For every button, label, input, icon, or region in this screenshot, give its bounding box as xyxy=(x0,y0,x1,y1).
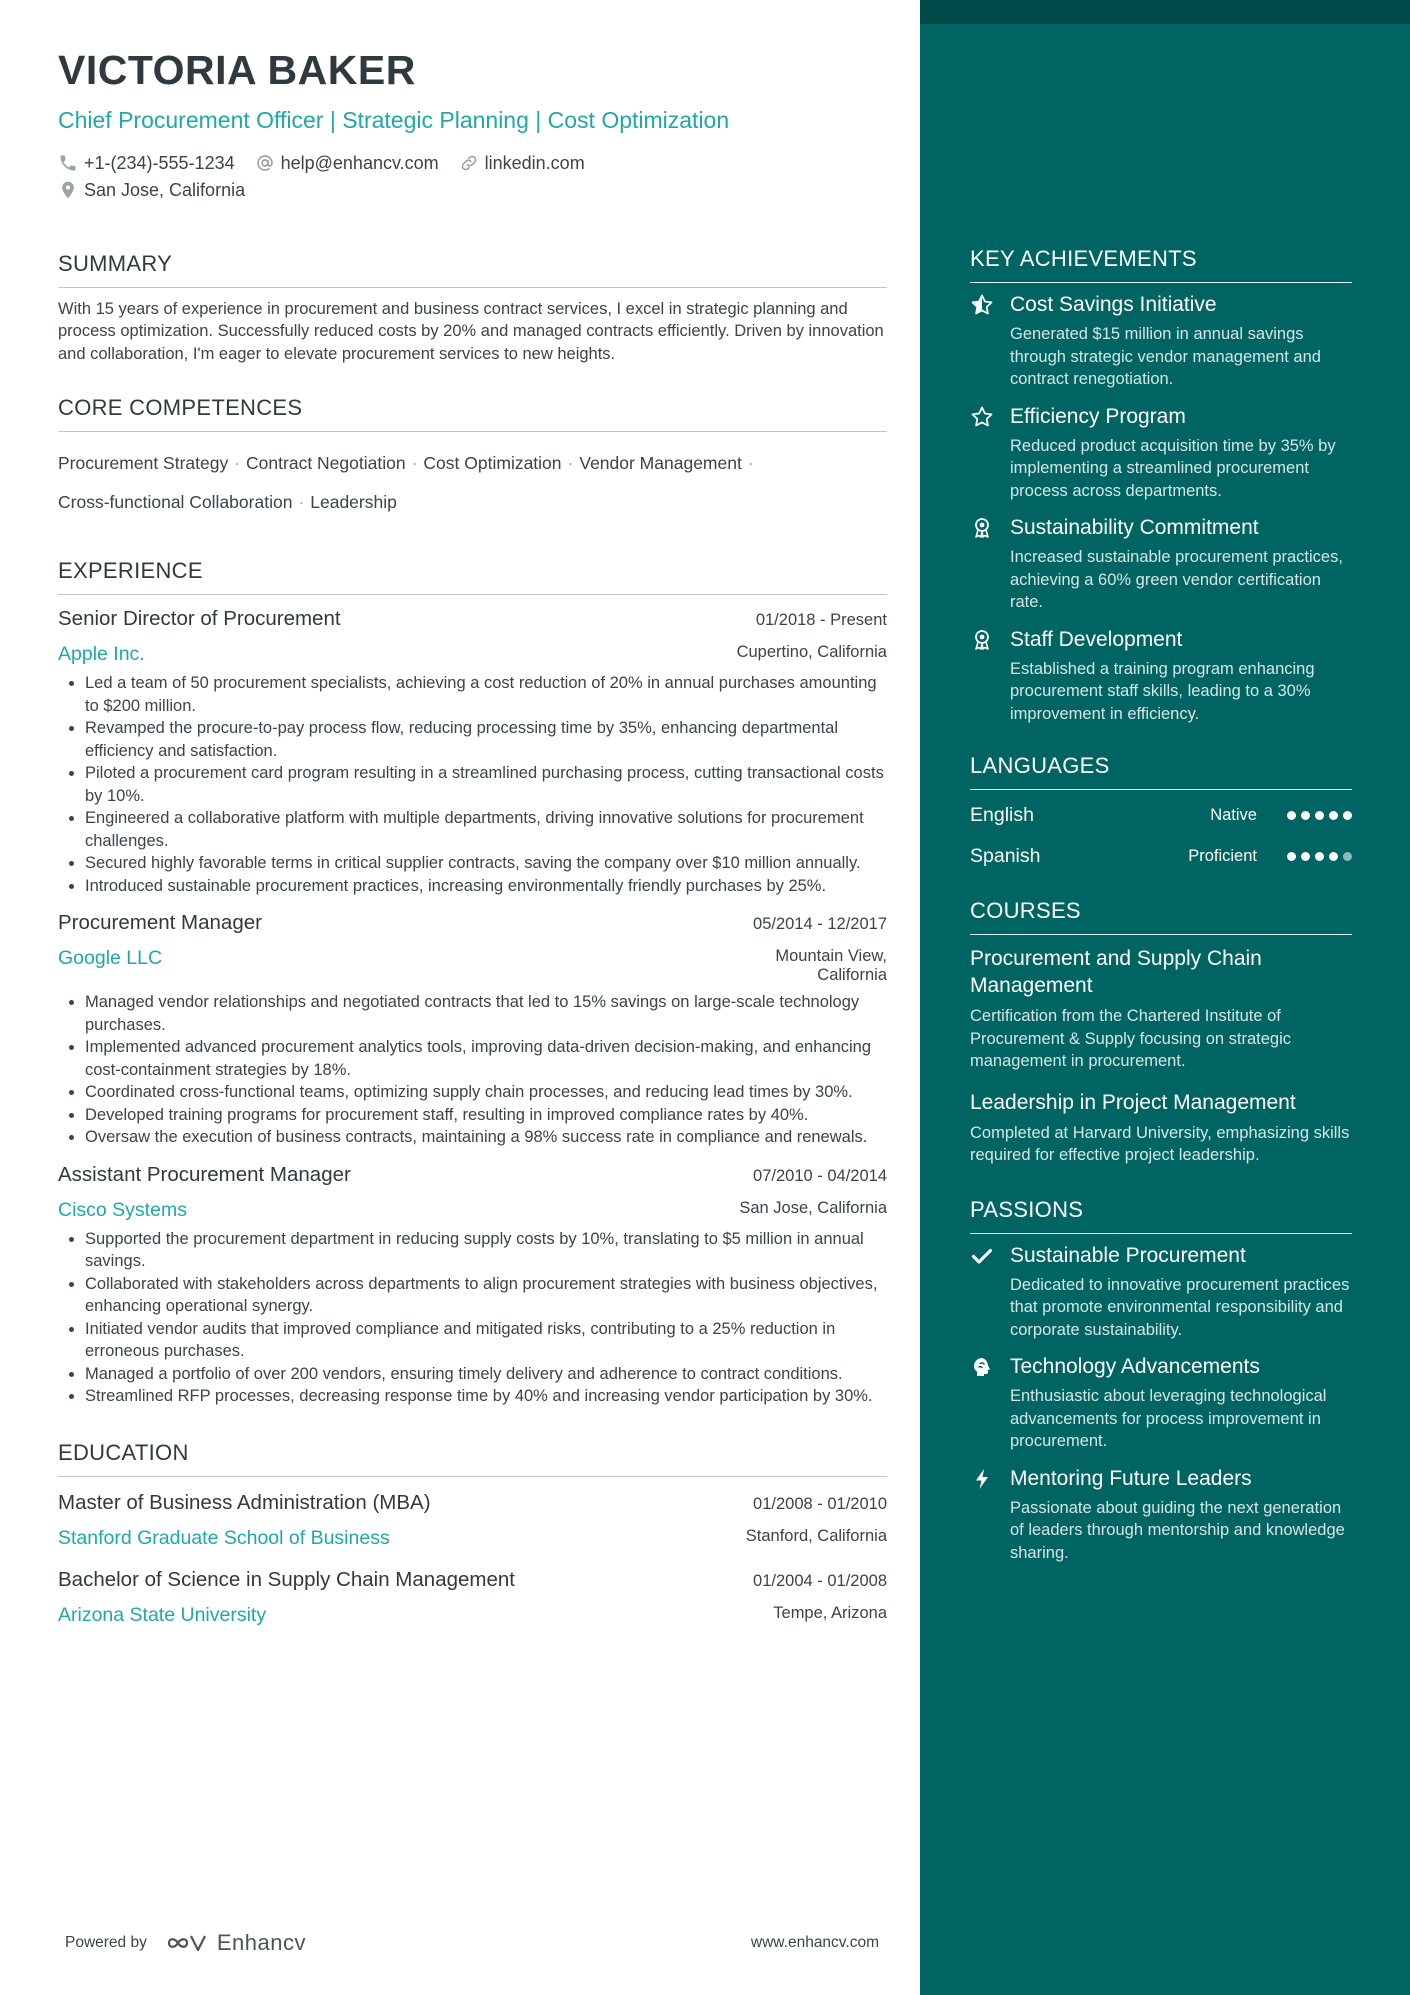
education-entry xyxy=(58,1491,887,1550)
rating-dot-filled xyxy=(1287,811,1296,820)
school: Arizona State University xyxy=(58,1603,267,1626)
job-bullet: • Introduced sustainable procurement practices, increasing environmentally friendly purchases by 25%. xyxy=(85,875,887,898)
passion-title: Technology Advancements xyxy=(1010,1355,1260,1378)
star-outline-icon xyxy=(970,405,994,429)
job-bullet: • Piloted a procurement card program resulting in a streamlined purchasing process, cutting transactional costs by 10%. xyxy=(85,762,887,807)
job-bullet: • Managed vendor relationships and negotiated contracts that led to 15% savings on large-scale technology purchases. xyxy=(85,991,887,1036)
course-item xyxy=(970,945,1352,1073)
headline: Chief Procurement Officer | Strategic Planning | Cost Optimization xyxy=(58,107,730,134)
summary-title: SUMMARY xyxy=(58,251,887,288)
enhancv-logo-icon xyxy=(165,1931,211,1955)
rating-dot-filled xyxy=(1301,852,1310,861)
education-date: 01/2004 - 01/2008 xyxy=(753,1571,887,1590)
degree: Master of Business Administration (MBA) xyxy=(58,1490,431,1514)
education-date: 01/2008 - 01/2010 xyxy=(753,1494,887,1513)
job-date: 07/2010 - 04/2014 xyxy=(753,1166,887,1185)
passion-item xyxy=(970,1355,1352,1453)
job-bullets xyxy=(58,1228,887,1408)
location-contact xyxy=(58,180,245,201)
job-bullets xyxy=(58,672,887,897)
job-title: Assistant Procurement Manager xyxy=(58,1162,351,1186)
email-text: help@enhancv.com xyxy=(280,152,439,173)
passion-desc: Enthusiastic about leveraging technological advancements for process improvement in procurement. xyxy=(1010,1387,1327,1450)
brain-icon xyxy=(970,1355,994,1379)
job-bullet: • Oversaw the execution of business contracts, maintaining a 98% success rate in compliance and renewals. xyxy=(85,1126,887,1149)
passion-title: Mentoring Future Leaders xyxy=(1010,1466,1252,1490)
job-location: San Jose, California xyxy=(739,1198,887,1217)
competence-item: Cross-functional Collaboration xyxy=(58,492,293,513)
sidebar xyxy=(920,0,1410,1995)
summary-section xyxy=(58,251,887,366)
summary-text: With 15 years of experience in procurement and business contract services, I excel in strategic planning and process optimization. Successfully reduced costs by 20% and managed contracts efficiently. Driven by innovation and collaboration, I'm eager to elevate procurement services to new heights. xyxy=(58,299,884,363)
contact-info xyxy=(58,153,887,201)
education-location: Tempe, Arizona xyxy=(773,1603,887,1622)
phone-contact[interactable] xyxy=(58,153,235,174)
achievement-item xyxy=(970,628,1352,726)
passions-title: PASSIONS xyxy=(970,1197,1352,1234)
rating-dot-filled xyxy=(1315,811,1324,820)
job-date: 05/2014 - 12/2017 xyxy=(753,915,887,934)
award-icon xyxy=(970,628,994,652)
achievement-title: Efficiency Program xyxy=(1010,404,1186,428)
degree: Bachelor of Science in Supply Chain Management xyxy=(58,1567,515,1591)
job-location: Mountain View, California xyxy=(775,947,887,985)
course-desc: Completed at Harvard University, emphasizing skills required for effective project leadership. xyxy=(970,1123,1350,1164)
job-company: Cisco Systems xyxy=(58,1198,187,1221)
enhancv-logo[interactable] xyxy=(165,1930,306,1956)
job-bullet: • Coordinated cross-functional teams, optimizing supply chain processes, and reducing lead times by 30%. xyxy=(85,1081,887,1104)
school: Stanford Graduate School of Business xyxy=(58,1526,390,1549)
email-contact[interactable] xyxy=(255,153,439,174)
star-half-icon xyxy=(970,293,994,317)
competence-item: Leadership xyxy=(310,492,397,513)
rating-dot-filled xyxy=(1287,852,1296,861)
course-desc: Certification from the Chartered Institute of Procurement & Supply focusing on strategic management in procurement. xyxy=(970,1007,1292,1070)
job-bullet: • Collaborated with stakeholders across departments to align procurement strategies with business objectives, enhancing operational synergy. xyxy=(85,1273,887,1318)
sidebar-top-bar xyxy=(920,0,1410,24)
passions-section xyxy=(970,1197,1352,1565)
passion-desc: Dedicated to innovative procurement practices that promote environmental responsibility and corporate sustainability. xyxy=(1010,1275,1350,1339)
job-entry xyxy=(58,911,887,1149)
job-title: Senior Director of Procurement xyxy=(58,607,341,631)
job-bullet: • Secured highly favorable terms in critical supplier contracts, saving the company over $10 million annually. xyxy=(85,852,887,875)
job-bullets xyxy=(58,991,887,1149)
language-level: Proficient xyxy=(1188,847,1257,865)
candidate-name: VICTORIA BAKER xyxy=(58,47,416,93)
achievement-desc: Established a training program enhancing procurement staff skills, leading to a 30% improvement in efficiency. xyxy=(1010,659,1315,723)
competences-section xyxy=(58,395,887,522)
competence-item: Contract Negotiation xyxy=(246,453,406,474)
enhancv-brand-text: Enhancv xyxy=(216,1930,306,1955)
job-bullet: • Led a team of 50 procurement specialists, achieving a cost reduction of 20% in annual purchases amounting to $200 million. xyxy=(85,672,887,717)
passion-item xyxy=(970,1467,1352,1565)
experience-title: EXPERIENCE xyxy=(58,558,887,595)
language-rating xyxy=(1287,811,1352,820)
education-entry xyxy=(58,1568,887,1627)
job-company: Google LLC xyxy=(58,947,163,970)
rating-dot-filled xyxy=(1329,811,1338,820)
competence-item: Vendor Management xyxy=(579,453,742,474)
job-bullet: • Streamlined RFP processes, decreasing response time by 40% and increasing vendor participation by 30%. xyxy=(85,1385,887,1408)
linkedin-contact[interactable] xyxy=(459,153,585,174)
job-entry xyxy=(58,1163,887,1408)
achievement-item xyxy=(970,516,1352,614)
language-item xyxy=(970,845,1352,868)
achievements-title: KEY ACHIEVEMENTS xyxy=(970,246,1352,283)
competence-item: Cost Optimization xyxy=(423,453,562,474)
job-bullet: • Initiated vendor audits that improved compliance and mitigated risks, contributing to a 25% reduction in erroneous purchases. xyxy=(85,1318,887,1363)
achievements-section xyxy=(970,246,1352,725)
link-icon xyxy=(459,153,479,173)
location-text: San Jose, California xyxy=(84,179,246,200)
job-bullet: • Revamped the procure-to-pay process flow, reducing processing time by 35%, enhancing departmental efficiency and satisfaction. xyxy=(85,717,887,762)
footer xyxy=(65,1930,879,1956)
competences-list: Procurement Strategy · Contract Negotiation · Cost Optimization · Vendor Management · Cross-functional Collaboration · Leadership xyxy=(58,453,754,513)
languages-section xyxy=(970,753,1352,868)
language-name: Spanish xyxy=(970,845,1041,867)
main-column xyxy=(58,48,887,1627)
lightning-icon xyxy=(970,1467,994,1491)
job-date: 01/2018 - Present xyxy=(755,611,887,630)
at-icon xyxy=(255,153,275,173)
job-bullet: • Supported the procurement department in reducing supply costs by 10%, translating to $5 million in annual savings. xyxy=(85,1228,887,1273)
rating-dot-empty xyxy=(1343,852,1352,861)
competence-item: Procurement Strategy xyxy=(58,453,229,474)
passion-title: Sustainable Procurement xyxy=(1010,1243,1246,1267)
linkedin-text: linkedin.com xyxy=(484,152,585,173)
sidebar-content xyxy=(970,246,1352,1564)
rating-dot-filled xyxy=(1301,811,1310,820)
job-title: Procurement Manager xyxy=(58,911,262,935)
location-pin-icon xyxy=(58,180,78,200)
powered-by xyxy=(65,1930,306,1956)
achievement-desc: Reduced product acquisition time by 35% by implementing a streamlined procurement process across departments. xyxy=(1010,436,1336,500)
job-bullet: • Developed training programs for procurement staff, resulting in improved compliance rates by 40%. xyxy=(85,1104,887,1127)
phone-text: +1-(234)-555-1234 xyxy=(84,152,235,173)
education-location: Stanford, California xyxy=(745,1526,887,1545)
achievement-title: Staff Development xyxy=(1010,627,1183,651)
job-bullet: • Managed a portfolio of over 200 vendors, ensuring timely delivery and adherence to contract conditions. xyxy=(85,1363,887,1386)
courses-section xyxy=(970,898,1352,1167)
achievement-item xyxy=(970,293,1352,391)
achievement-item xyxy=(970,405,1352,503)
rating-dot-filled xyxy=(1315,852,1324,861)
checkmark-icon xyxy=(970,1244,994,1268)
job-entry xyxy=(58,607,887,897)
languages-title: LANGUAGES xyxy=(970,753,1352,790)
education-title: EDUCATION xyxy=(58,1440,887,1477)
achievement-desc: Generated $15 million in annual savings through strategic vendor management and contract renegotiation. xyxy=(1010,325,1321,388)
rating-dot-filled xyxy=(1343,811,1352,820)
course-title: Leadership in Project Management xyxy=(970,1090,1296,1114)
passion-item xyxy=(970,1244,1352,1342)
achievement-title: Cost Savings Initiative xyxy=(1010,293,1217,316)
language-item xyxy=(970,804,1352,827)
rating-dot-filled xyxy=(1329,852,1338,861)
job-company: Apple Inc. xyxy=(58,643,145,666)
competences-title: CORE COMPETENCES xyxy=(58,395,887,432)
language-level: Native xyxy=(1210,806,1257,824)
language-name: English xyxy=(970,804,1034,826)
course-item xyxy=(970,1089,1352,1167)
achievement-desc: Increased sustainable procurement practices, achieving a 60% green vendor certification rate. xyxy=(1010,548,1343,611)
course-title: Procurement and Supply Chain Management xyxy=(970,947,1262,997)
education-section xyxy=(58,1440,887,1627)
phone-icon xyxy=(58,153,78,173)
footer-url[interactable]: www.enhancv.com xyxy=(750,1934,879,1951)
language-rating xyxy=(1287,852,1352,861)
award-icon xyxy=(970,516,994,540)
passion-desc: Passionate about guiding the next generation of leaders through mentorship and knowledge sharing. xyxy=(1010,1498,1345,1562)
job-bullet: • Implemented advanced procurement analytics tools, improving data-driven decision-making, and enhancing cost-containment strategies by 18%. xyxy=(85,1036,887,1081)
job-bullet: • Engineered a collaborative platform with multiple departments, driving innovative solutions for procurement challenges. xyxy=(85,807,887,852)
achievement-title: Sustainability Commitment xyxy=(1010,516,1259,539)
powered-by-label: Powered by xyxy=(65,1934,147,1951)
courses-title: COURSES xyxy=(970,898,1352,935)
job-location: Cupertino, California xyxy=(736,643,887,662)
experience-section xyxy=(58,558,887,1408)
